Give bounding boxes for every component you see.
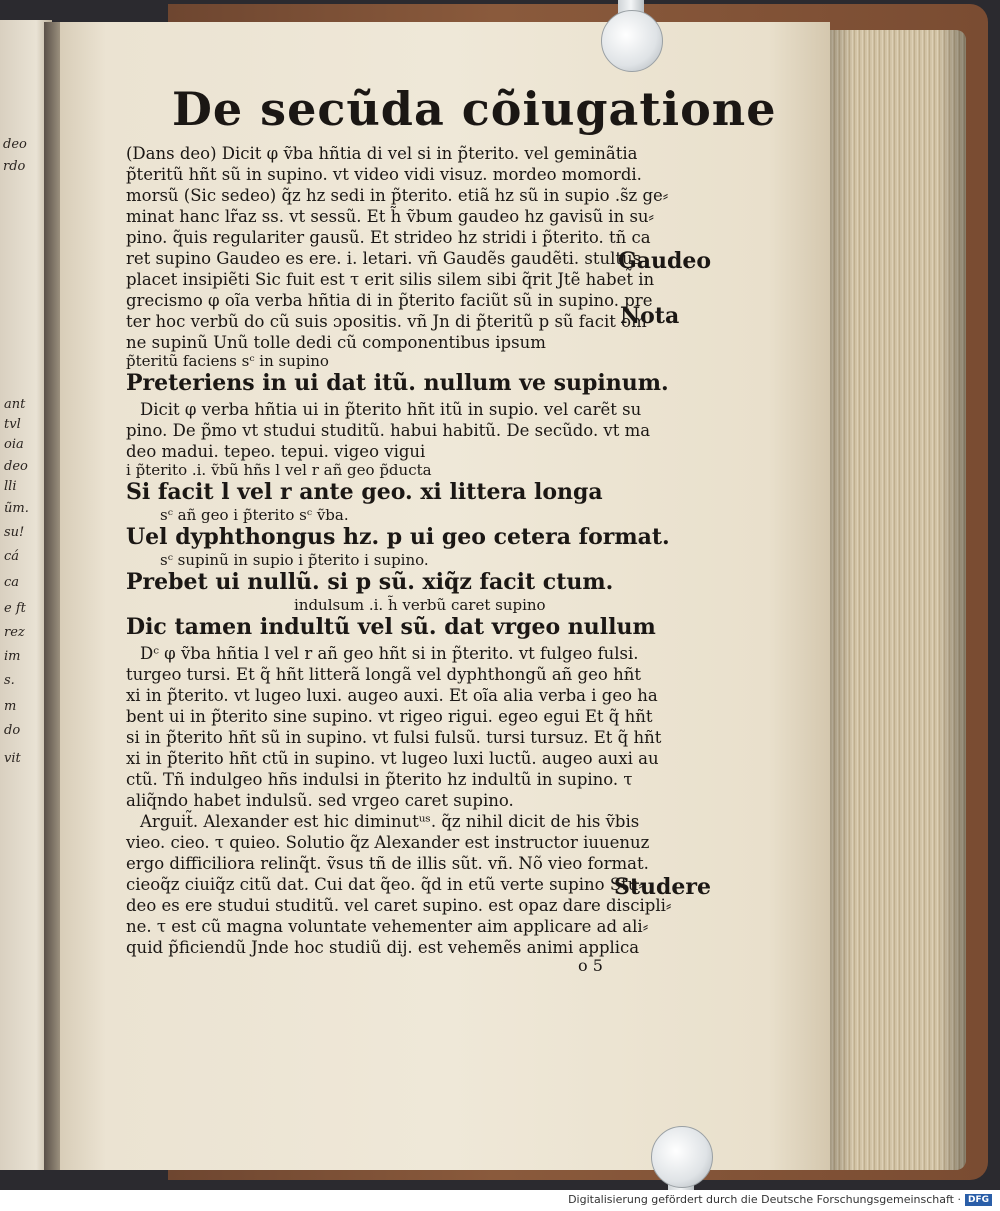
text-line: deo es ere studui studitũ. vel caret supino. est opaz dare discipli⸗: [126, 896, 672, 915]
left-page-fragment: su!: [4, 525, 25, 540]
margin-note-gaudeo: Gaudeo: [618, 248, 712, 274]
verse-line: Prebet ui nullũ. si p sũ. xiq̃z facit ctum.: [126, 569, 614, 595]
text-line: vieo. cieo. τ quieo. Solutio q̃z Alexander est instructor iuuenuz: [126, 833, 650, 852]
verse-line: Preteriens in ui dat itũ. nullum ve supinum.: [126, 370, 669, 396]
gloss-line: sᶜ supinũ in supio i p̃terito i supino.: [160, 551, 429, 569]
text-line: xi in p̃terito hñt ctũ in supino. vt lugeo luxi luctũ. augeo auxi au: [126, 749, 659, 768]
left-page-fragment: deo: [4, 459, 28, 474]
left-page-fragment: do: [4, 723, 21, 738]
left-page-fragment: tvl: [4, 417, 21, 432]
text-line: aliq̃ndo habet indulsũ. sed vrgeo caret supino.: [126, 791, 514, 810]
text-line: ret supino Gaudeo es ere. i. letari. vñ Gaudẽs gaudẽti. stultus: [126, 249, 642, 268]
left-page-fragment: ant: [4, 397, 26, 412]
page-signature: o 5: [578, 956, 603, 975]
text-line: minat hanc lr̃az ss. vt sessũ. Et h̃ ṽbum gaudeo hz gavisũ in su⸗: [126, 207, 655, 226]
gloss-line: sᶜ añ geo i p̃terito sᶜ ṽba.: [160, 506, 349, 524]
gloss-line: p̃teritũ faciens sᶜ in supino: [126, 352, 329, 370]
text-line: Dᶜ φ ṽba hñtia l vel r añ geo hñt si in p̃terito. vt fulgeo fulsi.: [140, 644, 639, 663]
left-page-fragment: vit: [4, 751, 21, 766]
left-page-fragment: s.: [4, 673, 15, 688]
verse-line: Dic tamen indultũ vel sũ. dat vrgeo nullum: [126, 614, 656, 640]
page-edges-shade: [826, 30, 966, 1170]
left-page-fragment: oia: [4, 437, 24, 452]
text-line: grecismo φ oĩa verba hñtia di in p̃terito faciũt sũ in supino. pre: [126, 291, 653, 310]
text-line: placet insipiẽti Sic fuit est τ erit silis silem sibi q̃rit Jtẽ habet̃ in: [126, 270, 655, 289]
gloss-line: indulsum .i. h̃ verbũ caret supino: [294, 596, 546, 614]
text-line: si in p̃terito hñt sũ in supino. vt fulsi fulsũ. tursi tursuz. Et q̃ hñt: [126, 728, 662, 747]
text-line: ne supinũ Unũ tolle dedi cũ componentibus ipsum: [126, 333, 546, 352]
text-line: pino. De p̃mo vt studui studitũ. habui habitũ. De secũdo. vt ma: [126, 421, 651, 440]
verse-line: Uel dyphthongus hz. p ui geo cetera format.: [126, 524, 670, 550]
text-line: xi in p̃terito. vt lugeo luxi. augeo auxi. Et oĩa alia verba i geo ha: [126, 686, 658, 705]
left-page-fragment: im: [4, 649, 21, 664]
dfg-logo-icon: DFG: [965, 1194, 992, 1206]
text-line: pino. q̃uis regulariter gausũ. Et strideo hz stridi i p̃terito. tñ ca: [126, 228, 651, 247]
verse-line: Si facit l vel r ante geo. xi littera longa: [126, 479, 603, 505]
text-line: morsũ (Sic sedeo) q̃z hz sedi in p̃terito. etiã hz sũ in supio .s̃z ge⸗: [126, 186, 669, 205]
left-page-fragment: lli: [4, 479, 17, 494]
left-page-fragment: ca: [4, 575, 20, 590]
text-line: p̃teritũ hñt sũ in supino. vt video vidi visuz. mordeo momordi.: [126, 165, 642, 184]
gloss-line: i p̃terito .i. ṽbũ hñs l vel r añ geo p̃ducta: [126, 461, 432, 479]
page-heading: De secũda cõiugatione: [172, 82, 777, 136]
text-line: ter hoc verbũ do cũ suis ɔpositis. vñ Jn di p̃teritũ p sũ facit om: [126, 312, 647, 331]
book-clip-top: [601, 10, 663, 72]
text-line: Arguit̃. Alexander est hic diminutᵘˢ. q̃z nihil dicit de his ṽbis: [140, 812, 640, 831]
left-page-fragment: rdo: [3, 159, 26, 174]
text-line: deo madui. tepeo. tepui. vigeo vigui: [126, 442, 426, 461]
left-page-fragment: e ft: [4, 601, 26, 616]
text-line: Dicit φ verba hñtia ui in p̃terito hñt itũ in supio. vel carẽt su: [140, 400, 642, 419]
text-line: quid p̃ficiendũ Jnde hoc studiũ dij. est vehemẽs animi applica: [126, 938, 640, 957]
margin-note-nota: Nota: [620, 303, 680, 329]
text-line: cieoq̃z ciuiq̃z citũ dat. Cui dat q̃eo. q̃d in etũ verte supino Stu⸗: [126, 875, 644, 894]
margin-note-studere: Studere: [614, 874, 712, 900]
left-page-fragment: ũm.: [4, 501, 29, 516]
footer-credit-text: Digitalisierung gefördert durch die Deutsche Forschungsgemeinschaft ·: [568, 1193, 961, 1206]
text-line: ergo difficiliora relinq̃t. ṽsus tñ de illis sũt. vñ. Nõ vieo format.: [126, 854, 649, 873]
text-line: ctũ. Tñ indulgeo hñs indulsi in p̃terito hz indultũ in supino. τ: [126, 770, 633, 789]
text-line: turgeo tursi. Et q̃ hñt litterã longã vel dyphthongũ añ geo hñt: [126, 665, 641, 684]
text-line: bent ui in p̃terito sine supino. vt rigeo rigui. egeo egui Et q̃ hñt: [126, 707, 653, 726]
footer-credit: [568, 1193, 992, 1206]
text-line: ne. τ est cũ magna voluntate vehementer aim applicare ad ali⸗: [126, 917, 649, 936]
left-page-fragment: m: [4, 699, 17, 714]
left-page-fragment: cá: [4, 549, 20, 564]
left-page-fragment: deo: [3, 137, 27, 152]
left-page-fragment: rez: [4, 625, 25, 640]
book-clip-bottom: [651, 1126, 713, 1188]
text-line: (Dans deo) Dicit φ ṽba hñtia di vel si in p̃terito. vel geminãtia: [126, 144, 638, 163]
